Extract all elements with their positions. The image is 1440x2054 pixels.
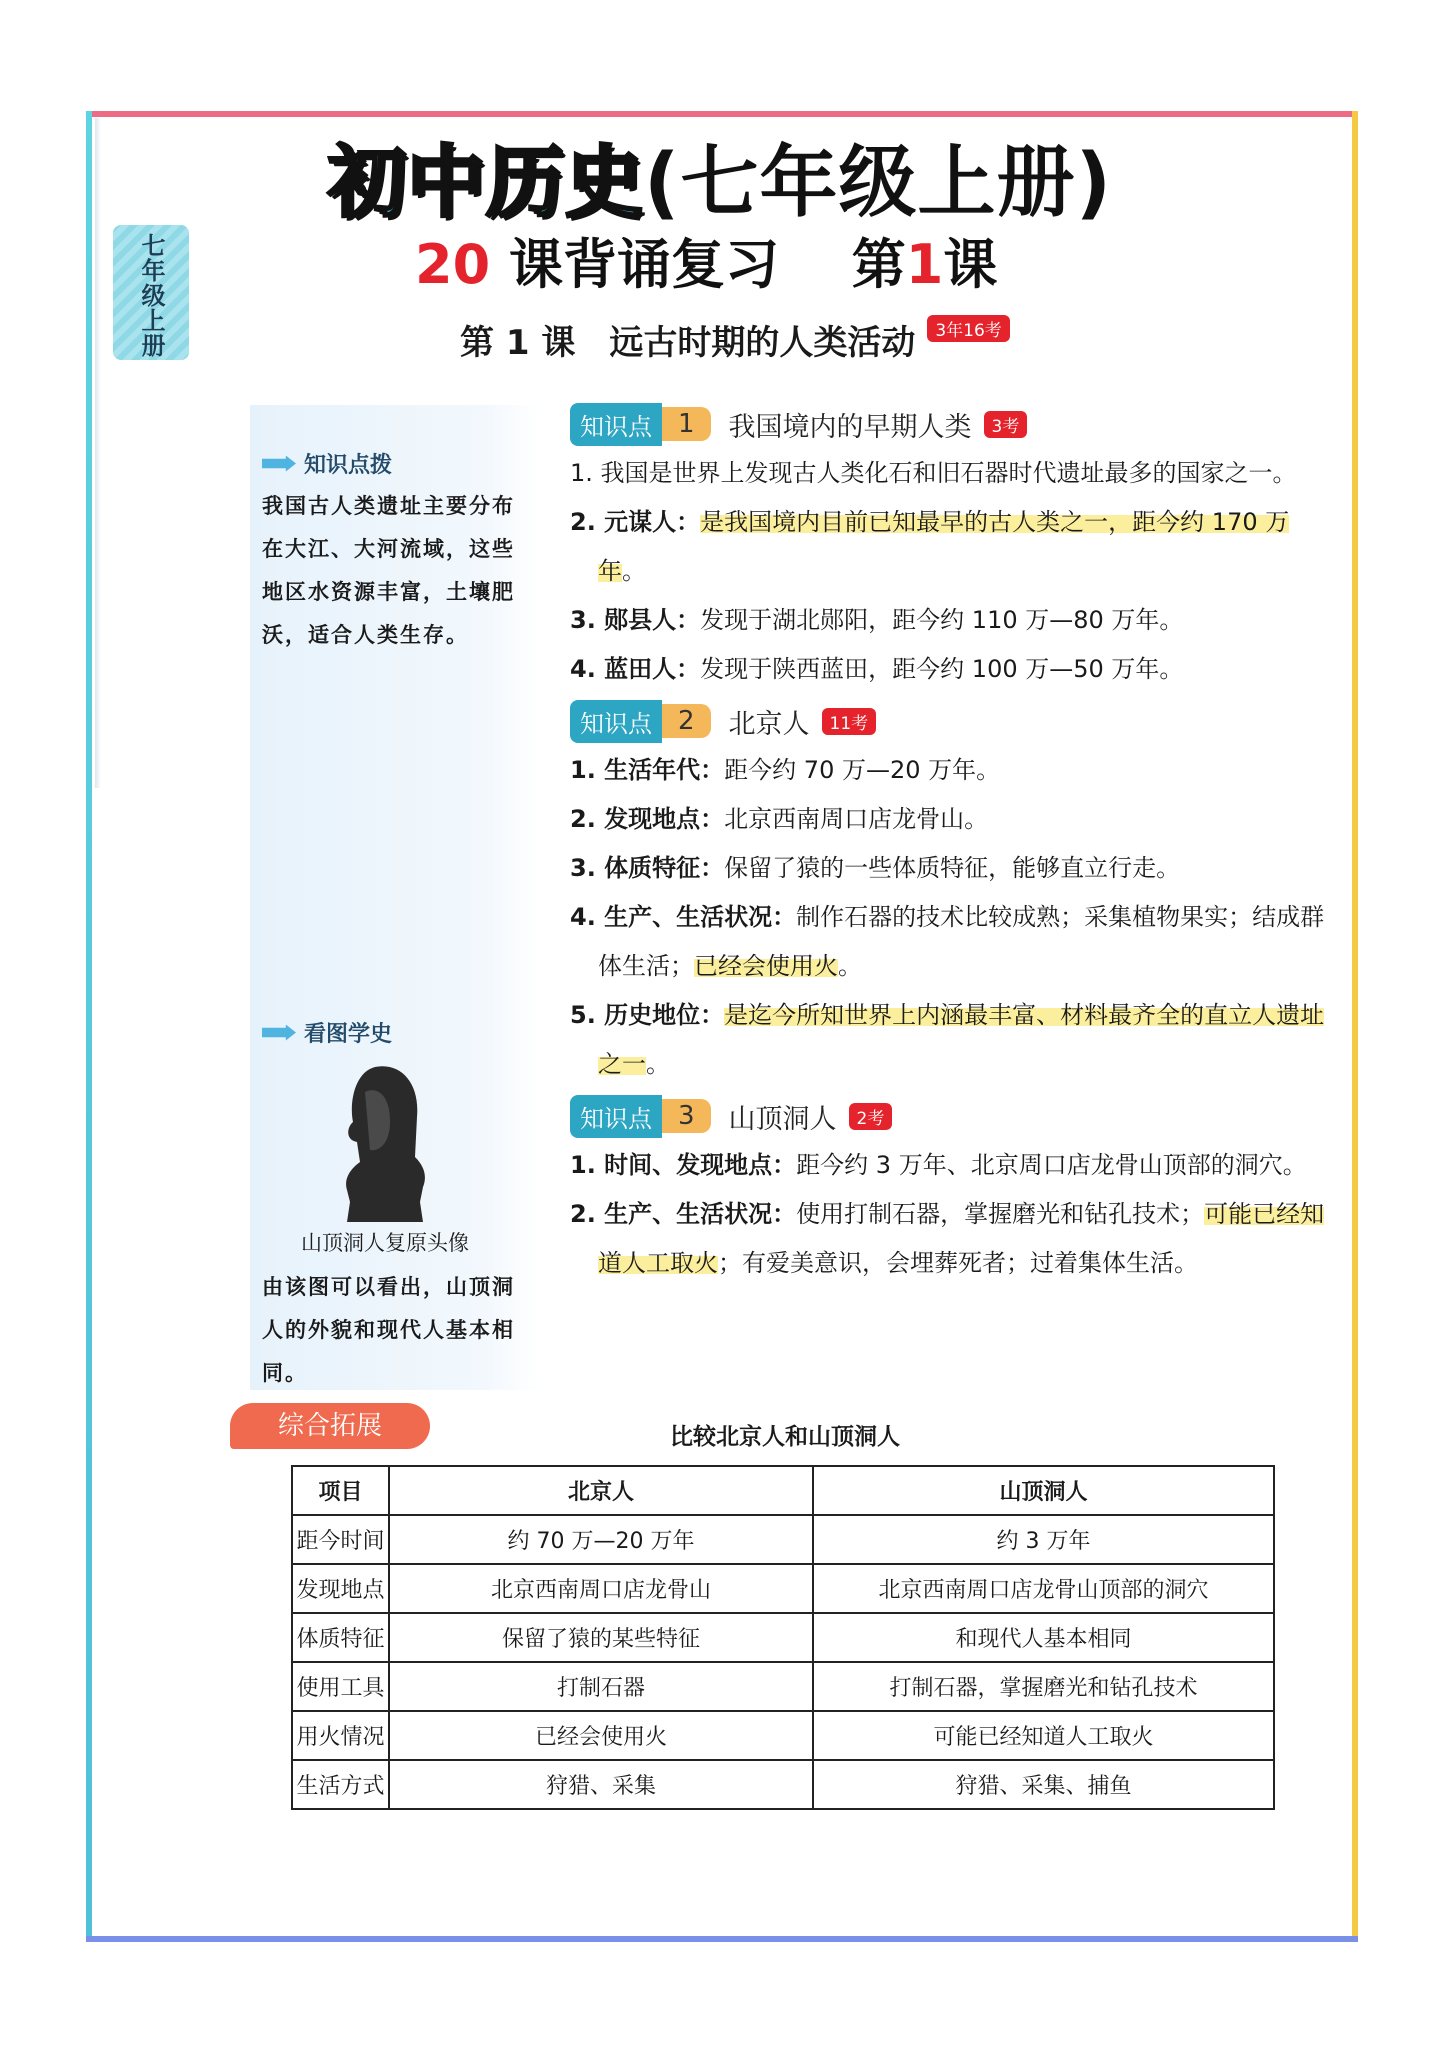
tip-text: 我国古人类遗址主要分布在大江、大河流域，这些地区水资源丰富，土壤肥沃，适合人类生存。 [262,493,515,647]
table-row [292,1613,1274,1662]
picture-text: 由该图可以看出，山顶洞人的外貌和现代人基本相同。 [262,1274,515,1385]
item-text: 保留了猿的一些体质特征，能够直立行走。 [724,854,1181,882]
lesson-title [460,315,1010,364]
list-item [570,498,1325,596]
knowledge-point-number: 1 [662,407,711,441]
table-cell: 北京西南周口店龙骨山顶部的洞穴 [813,1564,1274,1613]
table-cell: 距今时间 [292,1515,389,1564]
table-row [292,1760,1274,1809]
subtitle-count: 20 [415,233,491,296]
bust-image [335,1062,430,1222]
item-text: 。 [622,557,646,585]
list-item [570,596,1325,645]
knowledge-point-tag: 知识点 [570,700,662,743]
item-label: 2. 生产、生活状况： [570,1200,797,1228]
knowledge-point-header [570,696,1325,746]
table-row [292,1662,1274,1711]
item-label: 4. 生产、生活状况： [570,903,797,931]
picture-heading [262,1017,392,1048]
list-item [570,645,1325,694]
item-text: 使用打制石器，掌握磨光和钻孔技术； [796,1200,1205,1228]
item-label: 2. 元谋人： [570,508,701,536]
item-text: 。 [838,952,862,980]
table-cell: 打制石器，掌握磨光和钻孔技术 [813,1662,1274,1711]
subtitle-end: 课 [943,233,998,296]
table-cell: 使用工具 [292,1662,389,1711]
item-text: 1. 我国是世界上发现古人类化石和旧石器时代遗址最多的国家之一。 [570,459,1297,487]
item-label: 1. 生活年代： [570,756,725,784]
knowledge-point-header [570,1091,1325,1141]
table-header-row [292,1466,1274,1515]
page-title [0,120,1440,232]
tip-heading [262,448,392,479]
item-text: 发现于湖北郧阳，距今约 110 万—80 万年。 [700,606,1184,634]
item-text: 制作石器的技术比较成熟；采集植物果实；结成群体生活； [598,903,1325,980]
tip-heading-text: 知识点拨 [304,453,393,478]
grade-side-tab [113,225,189,360]
table-cell: 狩猎、采集 [389,1760,813,1809]
frame-right-border [1352,111,1358,1941]
title-grade: (七年级上册) [643,138,1113,228]
item-text: 发现于陕西蓝田，距今约 100 万—50 万年。 [700,655,1184,683]
item-label: 1. 时间、发现地点： [570,1151,797,1179]
main-content [570,397,1325,1288]
knowledge-point-title: 北京人 [728,708,810,740]
list-item [570,795,1325,844]
list-item [570,1141,1325,1190]
knowledge-point-number: 2 [662,704,711,738]
highlighted-text: 是我国境内目前已知最早的古人类之一，距今约 170 万年 [598,508,1290,585]
list-item [570,893,1325,991]
comparison-table [291,1465,1275,1810]
table-cell: 生活方式 [292,1760,389,1809]
exam-count-badge: 3年16考 [927,315,1009,342]
table-cell: 狩猎、采集、捕鱼 [813,1760,1274,1809]
exam-count-badge: 3考 [984,411,1028,438]
table-title: 比较北京人和山顶洞人 [670,1424,900,1450]
page-subtitle [415,222,997,299]
grade-side-tab-label: 七年级上册 [137,233,165,358]
knowledge-point-header [570,399,1325,449]
knowledge-point-title: 山顶洞人 [728,1103,837,1135]
table-header-cell: 山顶洞人 [813,1466,1274,1515]
table-cell: 可能已经知道人工取火 [813,1711,1274,1760]
list-item [570,449,1325,498]
table-cell: 发现地点 [292,1564,389,1613]
knowledge-point-tag: 知识点 [570,1095,662,1138]
list-item [570,1190,1325,1288]
item-text: 北京西南周口店龙骨山。 [724,805,989,833]
item-label: 3. 郧县人： [570,606,701,634]
item-text: 距今约 3 万年、北京周口店龙骨山顶部的洞穴。 [796,1151,1307,1179]
exam-count-badge: 11考 [822,708,877,735]
exam-count-badge: 2考 [849,1103,893,1130]
table-row [292,1515,1274,1564]
title-subject: 初中历史 [327,138,644,228]
frame-left-border [86,111,92,1941]
item-text: 距今约 70 万—20 万年。 [724,756,1001,784]
table-cell: 已经会使用火 [389,1711,813,1760]
picture-caption: 山顶洞人复原头像 [301,1231,469,1255]
table-cell: 保留了猿的某些特征 [389,1613,813,1662]
table-cell: 约 3 万年 [813,1515,1274,1564]
highlighted-text: 是迄今所知世界上内涵最丰富、材料最齐全的直立人遗址之一 [598,1001,1325,1078]
table-cell: 打制石器 [389,1662,813,1711]
table-row [292,1711,1274,1760]
list-item [570,746,1325,795]
list-item [570,844,1325,893]
table-header-cell: 北京人 [389,1466,813,1515]
table-cell: 北京西南周口店龙骨山 [389,1564,813,1613]
arrow-icon [262,456,296,472]
table-cell: 约 70 万—20 万年 [389,1515,813,1564]
frame-bottom-border [86,1936,1358,1942]
highlighted-text: 可能已经知道人工取火 [598,1200,1325,1277]
frame-top-border [88,111,1356,117]
highlighted-text: 已经会使用火 [694,952,838,980]
knowledge-point-number: 3 [662,1099,711,1133]
arrow-icon [262,1025,296,1041]
item-label: 2. 发现地点： [570,805,725,833]
table-cell: 和现代人基本相同 [813,1613,1274,1662]
item-label: 4. 蓝田人： [570,655,701,683]
table-cell: 体质特征 [292,1613,389,1662]
item-label: 5. 历史地位： [570,1001,725,1029]
knowledge-point-tag: 知识点 [570,403,662,446]
extension-label: 综合拓展 [230,1403,430,1449]
knowledge-point-title: 我国境内的早期人类 [728,411,972,443]
picture-heading-text: 看图学史 [304,1022,393,1047]
table-row [292,1564,1274,1613]
subtitle-text: 课背诵复习 第 [490,233,906,296]
list-item [570,991,1325,1089]
table-cell: 用火情况 [292,1711,389,1760]
subtitle-lesson-number: 1 [905,233,944,296]
item-label: 3. 体质特征： [570,854,725,882]
table-header-cell: 项目 [292,1466,389,1515]
lesson-title-text: 第 1 课 远古时期的人类活动 [460,323,916,363]
item-text: ；有爱美意识，会埋葬死者；过着集体生活。 [718,1249,1198,1277]
item-text: 。 [646,1050,670,1078]
